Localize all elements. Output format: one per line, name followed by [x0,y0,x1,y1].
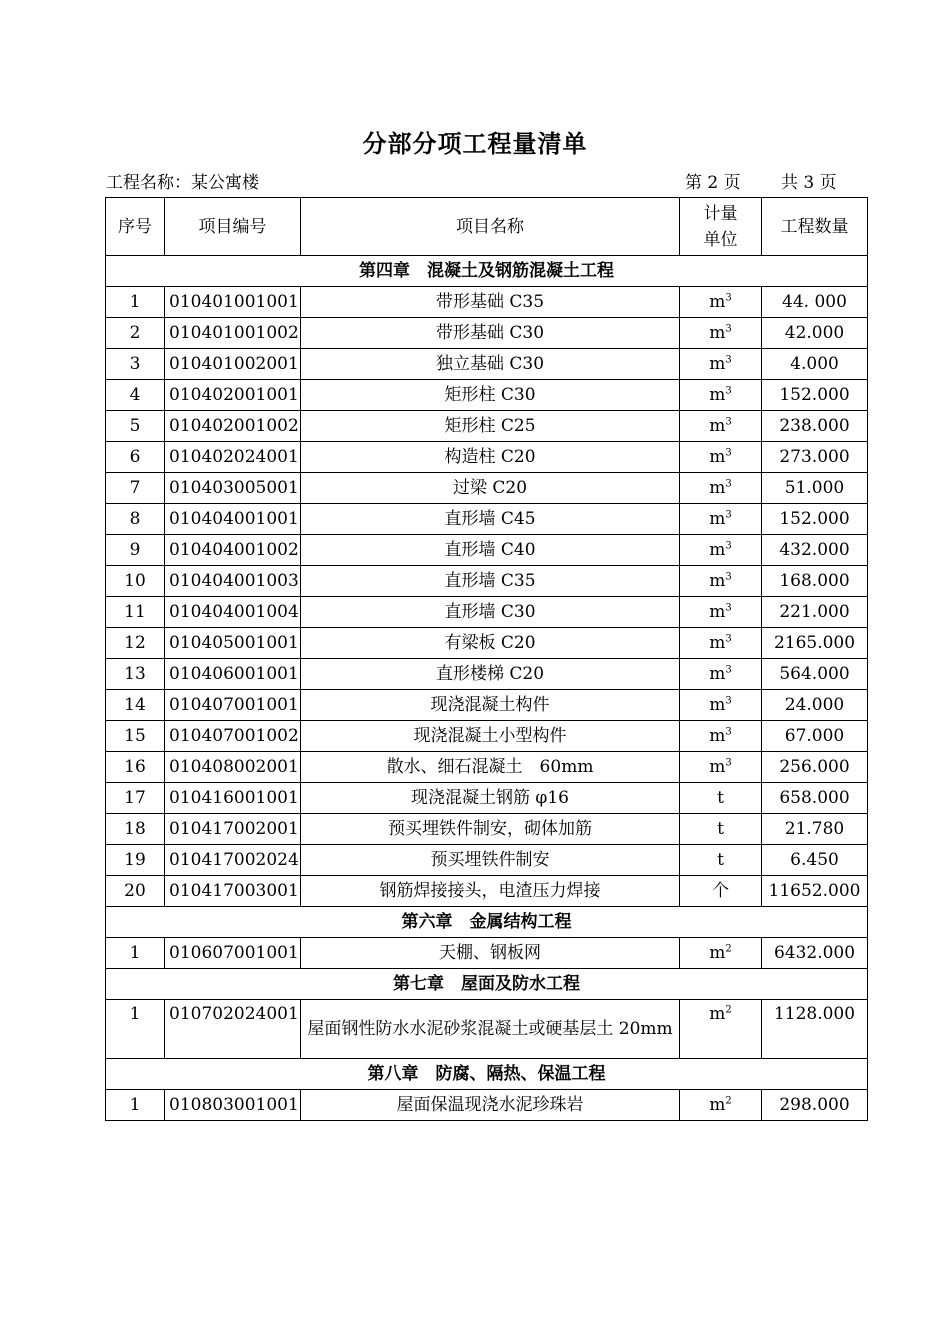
row-name: 有梁板 C20 [301,628,680,659]
row-code: 010404001004 [165,597,301,628]
row-name: 现浇混凝土构件 [301,690,680,721]
row-name: 直形墙 C40 [301,535,680,566]
table-row [106,504,868,535]
row-name: 天棚、钢板网 [301,938,680,969]
table-row [106,442,868,473]
row-qty: 256.000 [762,752,868,783]
page-number-label: 第 2 页 [685,173,741,193]
row-code: 010404001003 [165,566,301,597]
unit-exponent: 3 [725,695,732,707]
total-pages-label: 共 3 页 [781,173,837,193]
row-code: 010417002001 [165,814,301,845]
unit-exponent: 3 [725,571,732,583]
row-code: 010404001002 [165,535,301,566]
unit-text: m [709,602,726,622]
table-row [106,597,868,628]
row-qty: 21.780 [762,814,868,845]
header-seq: 序号 [106,198,165,256]
row-unit [680,845,762,876]
row-seq: 18 [106,814,165,845]
row-name: 现浇混凝土小型构件 [301,721,680,752]
table-row [106,845,868,876]
row-name: 散水、细石混凝土 60mm [301,752,680,783]
table-body [106,256,868,1121]
row-code: 010803001001 [165,1090,301,1121]
row-seq: 10 [106,566,165,597]
row-qty: 4.000 [762,349,868,380]
row-name: 预买埋铁件制安，砌体加筋 [301,814,680,845]
chapter-row [106,969,868,1000]
row-unit [680,814,762,845]
header-unit [680,198,762,256]
row-seq: 7 [106,473,165,504]
table-row [106,690,868,721]
row-name: 矩形柱 C30 [301,380,680,411]
row-name: 直形墙 C45 [301,504,680,535]
row-code: 010416001001 [165,783,301,814]
row-unit [680,783,762,814]
row-qty: 11652.000 [762,876,868,907]
unit-text: m [709,292,726,312]
table-row [106,411,868,442]
row-name: 独立基础 C30 [301,349,680,380]
row-unit [680,504,762,535]
unit-text: m [709,726,726,746]
row-unit [680,597,762,628]
row-code: 010401001002 [165,318,301,349]
table-row [106,659,868,690]
bill-of-quantities-table [105,197,868,1121]
row-seq: 14 [106,690,165,721]
row-unit [680,287,762,318]
unit-exponent: 3 [725,447,732,459]
row-qty: 1128.000 [762,1000,868,1059]
table-row [106,318,868,349]
chapter-title: 第六章 金属结构工程 [106,907,868,938]
row-qty: 564.000 [762,659,868,690]
unit-text: m [709,385,726,405]
row-name: 屋面钢性防水水泥砂浆混凝土或硬基层土 20mm [301,1000,680,1059]
unit-exponent: 3 [725,664,732,676]
row-code: 010401001001 [165,287,301,318]
unit-exponent: 3 [725,385,732,397]
row-seq: 3 [106,349,165,380]
row-seq: 11 [106,597,165,628]
row-code: 010407001002 [165,721,301,752]
row-code: 010407001001 [165,690,301,721]
row-name: 预买埋铁件制安 [301,845,680,876]
row-name: 构造柱 C20 [301,442,680,473]
row-qty: 168.000 [762,566,868,597]
row-unit [680,473,762,504]
table-row [106,783,868,814]
unit-text: t [717,788,724,808]
row-unit [680,876,762,907]
table-row [106,752,868,783]
row-code: 010607001001 [165,938,301,969]
table-row [106,876,868,907]
row-qty: 6.450 [762,845,868,876]
project-name-label: 工程名称：某公寓楼 [106,173,259,193]
chapter-row [106,1059,868,1090]
document-title: 分部分项工程量清单 [362,130,588,158]
unit-exponent: 3 [725,633,732,645]
chapter-title: 第八章 防腐、隔热、保温工程 [106,1059,868,1090]
row-qty: 24.000 [762,690,868,721]
row-unit [680,566,762,597]
unit-text: m [709,447,726,467]
unit-text: m [709,943,726,963]
row-unit [680,1000,762,1059]
row-name: 带形基础 C30 [301,318,680,349]
table-header-row [106,198,868,256]
table-row [106,1000,868,1059]
header-qty: 工程数量 [762,198,868,256]
table-row [106,473,868,504]
row-seq: 6 [106,442,165,473]
row-qty: 44. 000 [762,287,868,318]
row-unit [680,442,762,473]
row-seq: 5 [106,411,165,442]
row-unit [680,938,762,969]
row-qty: 51.000 [762,473,868,504]
row-qty: 238.000 [762,411,868,442]
table-row [106,721,868,752]
header-code: 项目编号 [165,198,301,256]
row-unit [680,349,762,380]
unit-exponent: 3 [725,354,732,366]
row-code: 010417002024 [165,845,301,876]
unit-text: m [709,323,726,343]
table-row [106,349,868,380]
table-row [106,380,868,411]
row-seq: 13 [106,659,165,690]
unit-text: t [717,850,724,870]
row-unit [680,721,762,752]
unit-text: m [709,757,726,777]
row-seq: 4 [106,380,165,411]
row-qty: 6432.000 [762,938,868,969]
unit-text: m [709,478,726,498]
row-seq: 12 [106,628,165,659]
unit-text: m [709,664,726,684]
row-qty: 67.000 [762,721,868,752]
header-unit-line2: 单位 [703,229,738,250]
row-qty: 152.000 [762,380,868,411]
header-name: 项目名称 [301,198,680,256]
row-code: 010401002001 [165,349,301,380]
unit-exponent: 3 [725,757,732,769]
unit-exponent: 3 [725,323,732,335]
row-code: 010417003001 [165,876,301,907]
row-qty: 221.000 [762,597,868,628]
row-seq: 16 [106,752,165,783]
row-qty: 658.000 [762,783,868,814]
table-row [106,814,868,845]
chapter-row [106,256,868,287]
table-row [106,628,868,659]
unit-exponent: 2 [725,943,732,955]
row-seq: 17 [106,783,165,814]
unit-text: m [709,571,726,591]
row-code: 010702024001 [165,1000,301,1059]
unit-text: t [717,819,724,839]
row-seq: 9 [106,535,165,566]
unit-text: m [709,1004,726,1024]
unit-exponent: 3 [725,602,732,614]
unit-exponent: 3 [725,292,732,304]
row-code: 010406001001 [165,659,301,690]
row-qty: 298.000 [762,1090,868,1121]
row-code: 010408002001 [165,752,301,783]
row-unit [680,690,762,721]
row-name: 直形墙 C30 [301,597,680,628]
row-seq: 1 [106,938,165,969]
unit-text: 个 [712,881,729,901]
row-name: 现浇混凝土钢筋 φ16 [301,783,680,814]
row-seq: 1 [106,287,165,318]
unit-exponent: 3 [725,478,732,490]
chapter-row [106,907,868,938]
table-row [106,1090,868,1121]
header-unit-line1: 计量 [703,203,738,224]
chapter-title: 第四章 混凝土及钢筋混凝土工程 [106,256,868,287]
unit-text: m [709,354,726,374]
row-name: 直形墙 C35 [301,566,680,597]
row-unit [680,318,762,349]
unit-exponent: 2 [725,1095,732,1107]
row-name: 屋面保温现浇水泥珍珠岩 [301,1090,680,1121]
row-unit [680,628,762,659]
table-row [106,287,868,318]
row-qty: 152.000 [762,504,868,535]
table-row [106,535,868,566]
row-code: 010402024001 [165,442,301,473]
unit-exponent: 2 [725,1004,732,1016]
table-row [106,938,868,969]
row-name: 过梁 C20 [301,473,680,504]
row-name: 带形基础 C35 [301,287,680,318]
chapter-title: 第七章 屋面及防水工程 [106,969,868,1000]
unit-exponent: 3 [725,509,732,521]
unit-exponent: 3 [725,726,732,738]
row-qty: 42.000 [762,318,868,349]
row-seq: 8 [106,504,165,535]
unit-text: m [709,540,726,560]
unit-text: m [709,695,726,715]
row-seq: 2 [106,318,165,349]
row-qty: 273.000 [762,442,868,473]
row-code: 010402001002 [165,411,301,442]
row-qty: 432.000 [762,535,868,566]
row-code: 010403005001 [165,473,301,504]
row-unit [680,411,762,442]
row-seq: 20 [106,876,165,907]
row-seq: 1 [106,1000,165,1059]
row-seq: 19 [106,845,165,876]
row-unit [680,535,762,566]
row-seq: 15 [106,721,165,752]
row-name: 矩形柱 C25 [301,411,680,442]
row-code: 010404001001 [165,504,301,535]
unit-text: m [709,1095,726,1115]
row-unit [680,380,762,411]
row-name: 直形楼梯 C20 [301,659,680,690]
row-code: 010405001001 [165,628,301,659]
unit-exponent: 3 [725,540,732,552]
unit-text: m [709,416,726,436]
row-unit [680,659,762,690]
row-name: 钢筋焊接接头，电渣压力焊接 [301,876,680,907]
row-unit [680,1090,762,1121]
row-code: 010402001001 [165,380,301,411]
unit-text: m [709,633,726,653]
row-unit [680,752,762,783]
unit-text: m [709,509,726,529]
table-row [106,566,868,597]
row-seq: 1 [106,1090,165,1121]
unit-exponent: 3 [725,416,732,428]
row-qty: 2165.000 [762,628,868,659]
